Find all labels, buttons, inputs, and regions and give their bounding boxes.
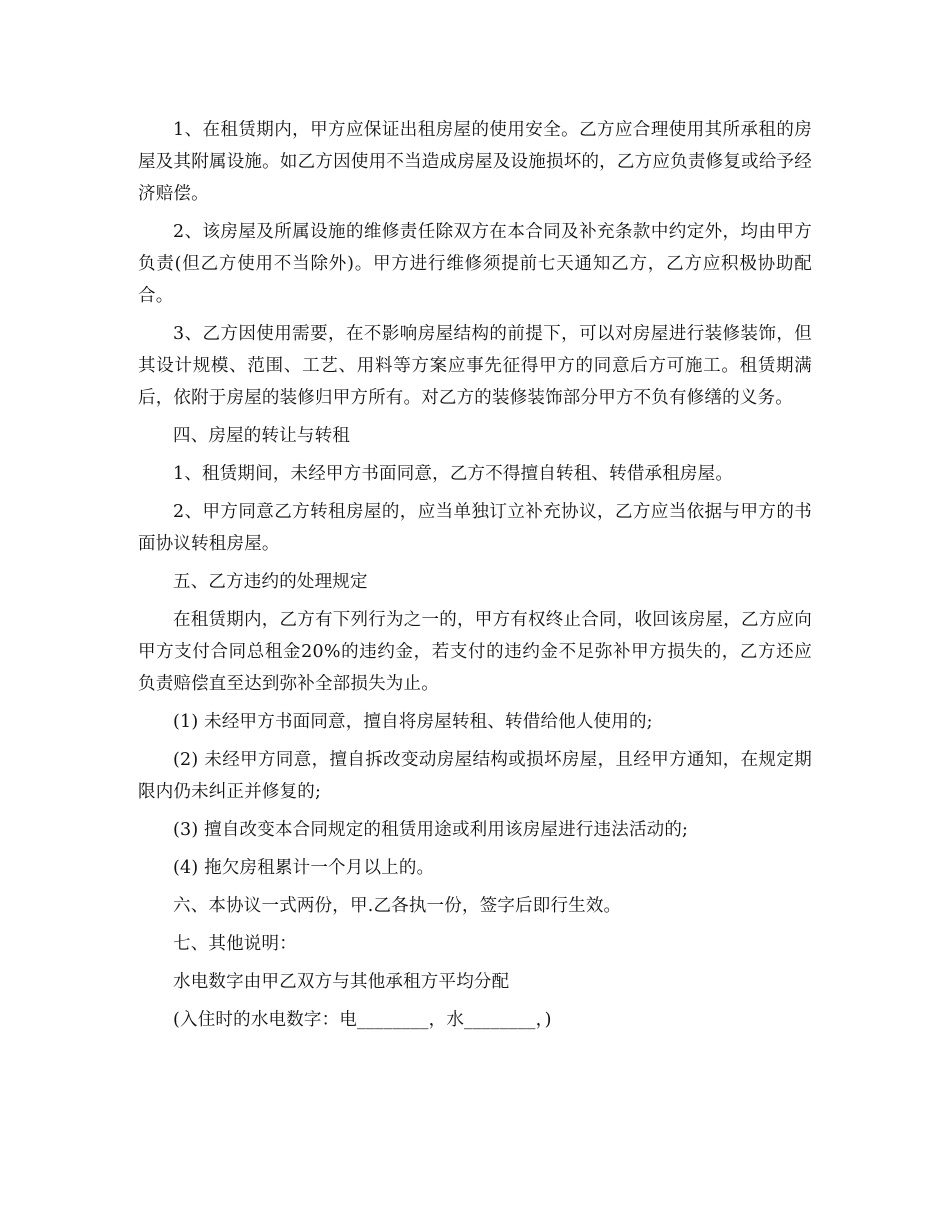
paragraph-breach-penalty: 在租赁期内，乙方有下列行为之一的，甲方有权终止合同，收回该房屋，乙方应向甲方支付合同总租金20%的违约金，若支付的违约金不足弥补甲方损失的，乙方还应负责赔偿直至达到弥补全部损失为止。 bbox=[138, 610, 812, 694]
breach-item-4: (4) 拖欠房租累计一个月以上的。 bbox=[173, 858, 435, 878]
paragraph-utilities: 水电数字由甲乙双方与其他承租方平均分配 bbox=[173, 972, 510, 992]
paragraph-decoration: 3、乙方因使用需要，在不影响房屋结构的前提下，可以对房屋进行装修装饰，但其设计规模、范围、工艺、用料等方案应事先征得甲方的同意后方可施工。租赁期满后，依附于房屋的装修归甲方所有。对乙方的装修装饰部分甲方不负有修缮的义务。 bbox=[138, 324, 812, 408]
section-heading-copies: 六、本协议一式两份，甲.乙各执一份，签字后即行生效。 bbox=[173, 896, 622, 916]
paragraph-sublet-consent: 1、租赁期间，未经甲方书面同意，乙方不得擅自转租、转借承租房屋。 bbox=[173, 464, 734, 484]
breach-item-2: (2) 未经甲方同意，擅自拆改变动房屋结构或损坏房屋，且经甲方通知，在规定期限内仍未纠正并修复的; bbox=[138, 750, 812, 802]
paragraph-meter-readings: (入住时的水电数字：电________，水________，) bbox=[173, 1010, 552, 1030]
paragraph-repair-safety: 1、在租赁期内，甲方应保证出租房屋的使用安全。乙方应合理使用其所承租的房屋及其附属设施。如乙方因使用不当造成房屋及设施损坏的，乙方应负责修复或给予经济赔偿。 bbox=[138, 120, 812, 204]
paragraph-maintenance: 2、该房屋及所属设施的维修责任除双方在本合同及补充条款中约定外，均由甲方负责(但乙方使用不当除外)。甲方进行维修须提前七天通知乙方，乙方应积极协助配合。 bbox=[138, 222, 812, 306]
section-heading-sublet: 四、房屋的转让与转租 bbox=[173, 426, 350, 446]
breach-item-3: (3) 擅自改变本合同规定的租赁用途或利用该房屋进行违法活动的; bbox=[173, 820, 689, 840]
breach-item-1: (1) 未经甲方书面同意，擅自将房屋转租、转借给他人使用的; bbox=[173, 712, 653, 732]
paragraph-sublet-agreement: 2、甲方同意乙方转租房屋的，应当单独订立补充协议，乙方应当依据与甲方的书面协议转租房屋。 bbox=[138, 502, 812, 554]
section-heading-breach: 五、乙方违约的处理规定 bbox=[173, 572, 368, 592]
section-heading-other: 七、其他说明： bbox=[173, 934, 297, 954]
document-body bbox=[138, 114, 812, 1042]
